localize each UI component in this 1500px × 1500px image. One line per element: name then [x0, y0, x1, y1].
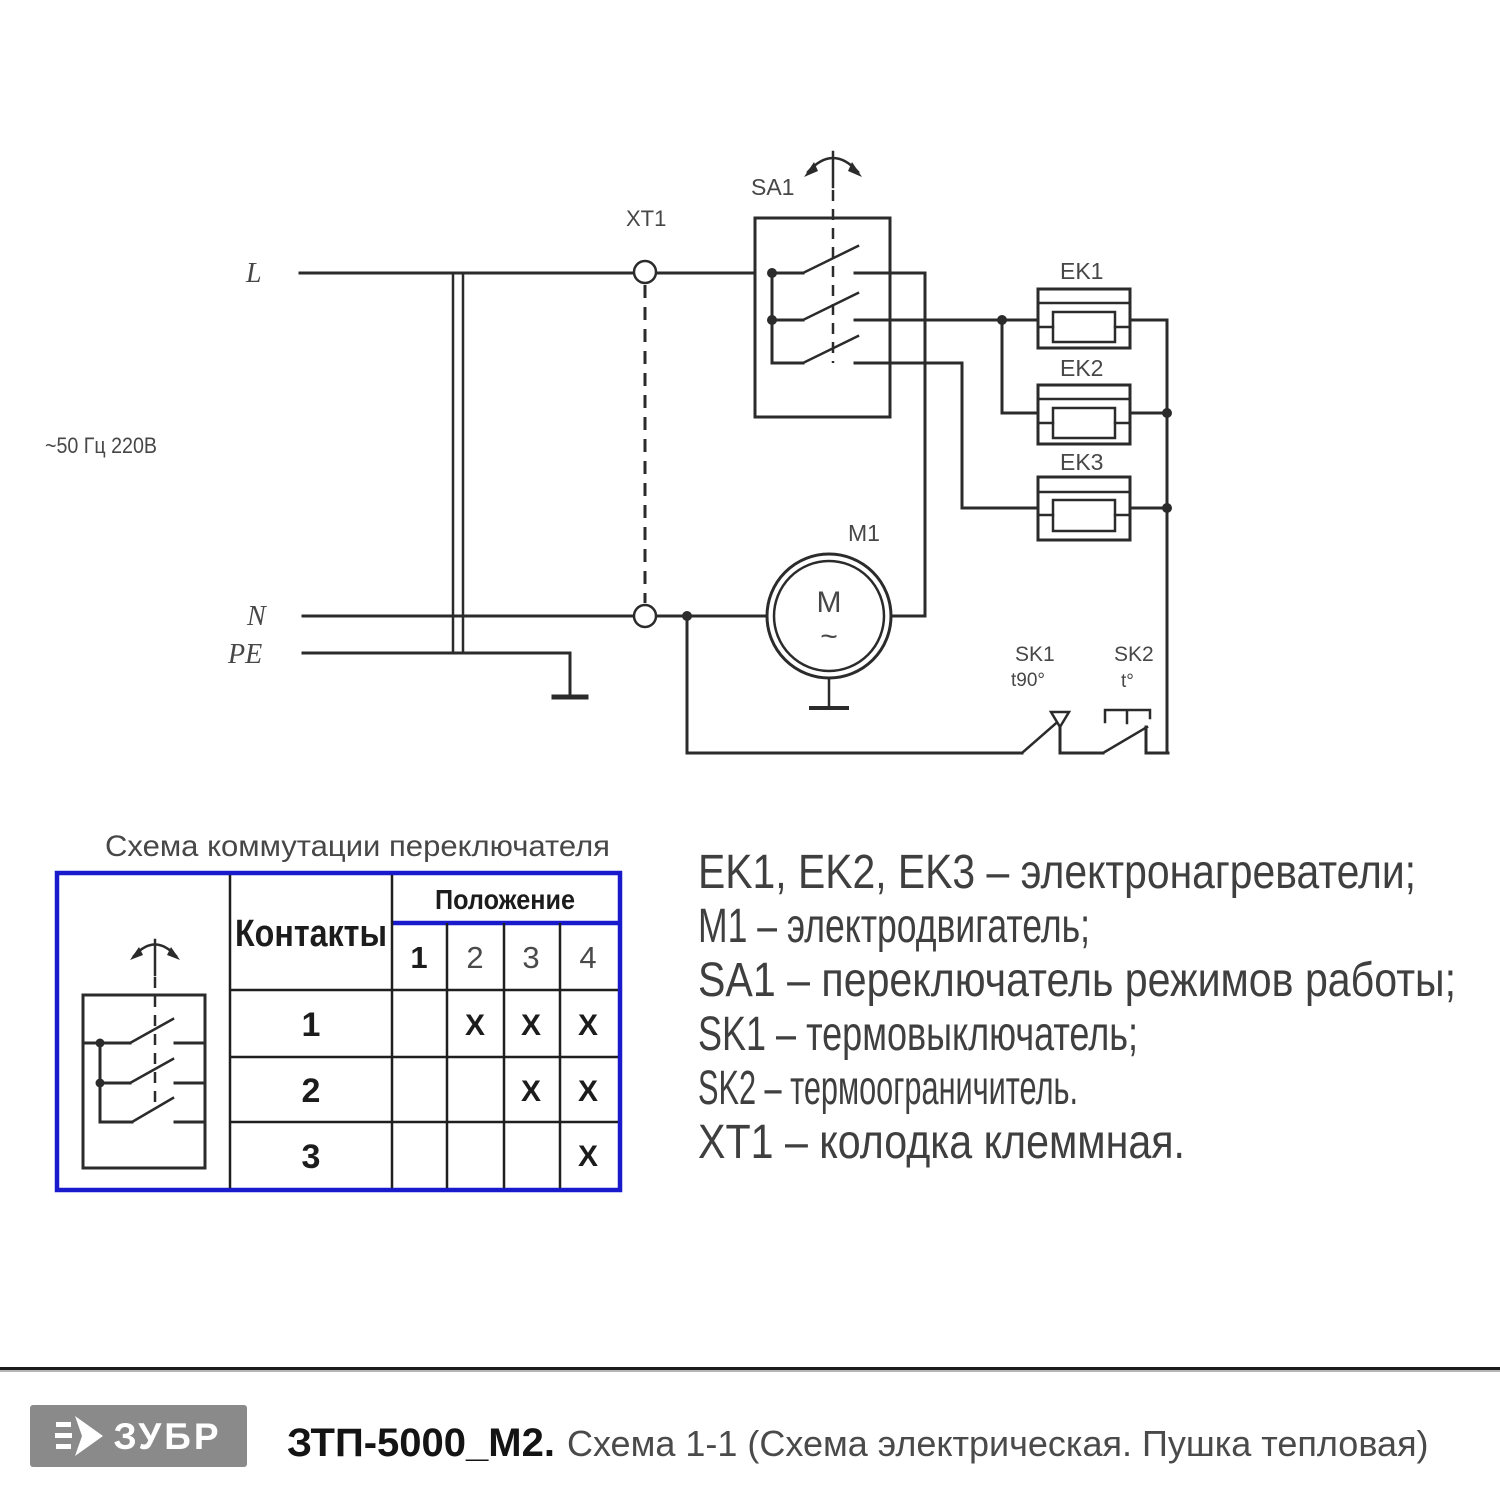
row2-mark-p3: X: [520, 1075, 542, 1108]
motor-letter: M: [816, 586, 842, 619]
label-sa1: SA1: [751, 174, 795, 200]
legend-item-ek: EK1, EK2, EK3 – электронагреватели;: [698, 846, 1416, 899]
zubr-logo: [30, 1405, 247, 1467]
sk1-thermal-switch: [1022, 712, 1103, 753]
label-sk1-temp: t90°: [1011, 670, 1046, 691]
legend: [698, 846, 1456, 1169]
legend-item-sa1: SA1 – переключатель режимов работы;: [698, 954, 1456, 1007]
ek3-heater: [1038, 477, 1130, 540]
cord-boundary-lines: [453, 273, 463, 653]
xt1-terminal-block: [634, 261, 656, 627]
legend-item-sk2: SK2 – термоограничитель.: [698, 1062, 1078, 1115]
row2-mark-p4: X: [577, 1075, 599, 1108]
position-col-2: 2: [466, 940, 484, 975]
position-header: Положение: [435, 884, 575, 915]
row3-contact: 3: [301, 1138, 321, 1176]
label-sk1: SK1: [1015, 643, 1055, 666]
footer-model: ЗТП-5000_М2.: [287, 1421, 555, 1465]
legend-item-sk1: SK1 – термовыключатель;: [698, 1008, 1138, 1061]
label-xt1: XT1: [626, 206, 667, 231]
label-ek1: EK1: [1060, 258, 1104, 284]
ek1-heater: [1038, 289, 1130, 348]
label-ek2: EK2: [1060, 355, 1104, 381]
row2-contact: 2: [301, 1072, 321, 1110]
motor-wave: ~: [820, 620, 838, 653]
contacts-header: Контакты: [235, 913, 387, 955]
footer-title: [287, 1405, 1429, 1467]
footer-subtitle: Схема 1-1 (Схема электрическая. Пушка тепловая): [566, 1423, 1429, 1464]
label-power: ~50 Гц 220В: [45, 433, 157, 458]
zubr-arrow-icon: [55, 1414, 107, 1458]
commutation-title: Схема коммутации переключателя: [105, 830, 610, 863]
footer-separator-shadow: [0, 1370, 1500, 1372]
power-line-pe: [303, 653, 586, 697]
position-col-4: 4: [579, 940, 597, 975]
sk2-thermal-limiter: [1103, 710, 1168, 753]
label-l: L: [246, 258, 262, 289]
zubr-logo-text: ЗУБР: [113, 1415, 222, 1457]
label-pe: PE: [228, 639, 263, 670]
label-n: N: [247, 601, 266, 632]
row1-mark-p4: X: [577, 1009, 599, 1042]
row1-contact: 1: [301, 1006, 321, 1044]
sa1-mini-symbol: [83, 940, 205, 1168]
row1-mark-p2: X: [464, 1009, 486, 1042]
label-sk2: SK2: [1114, 643, 1154, 666]
row3-mark-p4: X: [577, 1140, 599, 1173]
commutation-table: [57, 873, 620, 1190]
position-col-3: 3: [522, 940, 540, 975]
m1-motor: [767, 554, 925, 708]
ek2-heater: [1038, 385, 1130, 444]
label-m1: M1: [848, 520, 880, 546]
legend-item-m1: M1 – электродвигатель;: [698, 900, 1090, 953]
row1-mark-p3: X: [520, 1009, 542, 1042]
sa1-switch: [755, 152, 1038, 417]
position-col-1: 1: [410, 940, 428, 975]
legend-item-xt1: XT1 – колодка клеммная.: [698, 1116, 1185, 1169]
label-ek3: EK3: [1060, 449, 1104, 475]
label-sk2-temp: t°: [1121, 671, 1134, 692]
